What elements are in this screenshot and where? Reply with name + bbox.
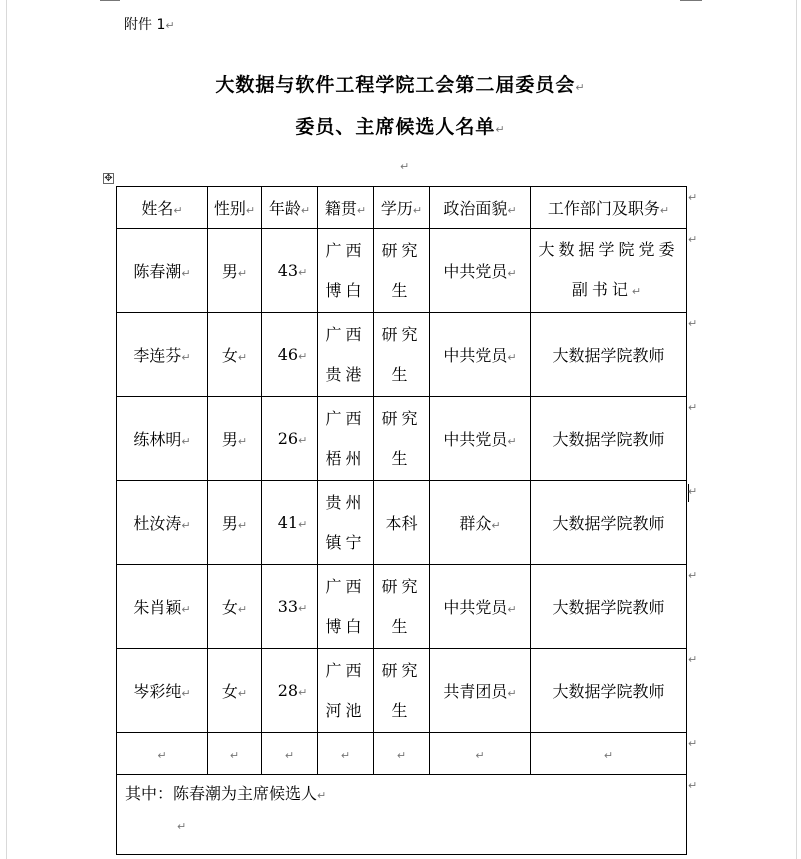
cell-name: 李连芬↵ [117,313,208,397]
note-cell: 其中：陈春潮为主席候选人↵ ↵ [117,775,687,855]
table-row-empty [117,733,687,775]
table-row [117,481,687,565]
row-end-mark: ↵ [688,652,698,666]
cell-job: 大数据学院党委 副书记↵ [531,229,687,313]
cell-gender: 男↵ [208,481,262,565]
table-row [117,397,687,481]
cell-political: 共青团员↵ [430,649,531,733]
table-note-row [117,775,687,855]
column-header: 年龄↵ [262,187,318,229]
cell-age: 46↵ [262,313,318,397]
row-end-mark: ↵ [688,736,698,750]
row-end-mark: ↵ [688,400,698,414]
cell-origin: 贵州 镇宁 [318,481,374,565]
cell-origin: 广西 梧州 [318,397,374,481]
column-header: 性别↵ [208,187,262,229]
table-move-handle-icon[interactable]: ✥ [104,173,113,184]
column-header: 工作部门及职务↵ [531,187,687,229]
empty-cell: ↵ [117,733,208,775]
cell-origin: 广西 贵港 [318,313,374,397]
column-header: 姓名↵ [117,187,208,229]
cell-gender: 女↵ [208,649,262,733]
cell-name: 陈春潮↵ [117,229,208,313]
row-end-mark: ↵ [688,316,698,330]
chair-candidate-note: 其中：陈春潮为主席候选人 [125,784,318,803]
crop-mark-right [680,0,702,1]
cell-political: 中共党员↵ [430,565,531,649]
cell-education: 研究 生 [374,229,430,313]
crop-mark-left [100,0,120,1]
document-title-line2: 委员、主席候选人名单↵ [295,116,506,138]
table-row [117,565,687,649]
cell-political: 群众↵ [430,481,531,565]
cell-political: 中共党员↵ [430,229,531,313]
candidate-table [116,186,687,855]
column-header: 政治面貌↵ [430,187,531,229]
row-end-mark: ↵ [688,484,698,498]
cell-origin: 广西 博白 [318,229,374,313]
cell-education: 研究 生 [374,313,430,397]
cell-age: 43↵ [262,229,318,313]
cell-gender: 男↵ [208,229,262,313]
cell-age: 41↵ [262,481,318,565]
cell-job: 大数据学院教师 [531,565,687,649]
empty-cell: ↵ [318,733,374,775]
table-row [117,649,687,733]
cell-name: 岑彩纯↵ [117,649,208,733]
cell-age: 26↵ [262,397,318,481]
empty-cell: ↵ [374,733,430,775]
cell-education: 研究 生 [374,565,430,649]
table-header-row [117,187,687,229]
row-end-mark: ↵ [688,778,698,792]
cell-education: 研究 生 [374,397,430,481]
row-end-mark: ↵ [688,232,698,246]
cell-political: 中共党员↵ [430,397,531,481]
document-title-line1: 大数据与软件工程学院工会第二届委员会↵ [215,74,586,96]
cell-origin: 广西 博白 [318,565,374,649]
attachment-label: 附件 1↵ [124,17,175,33]
cell-education: 本科 [374,481,430,565]
empty-cell: ↵ [430,733,531,775]
cell-age: 33↵ [262,565,318,649]
cell-job: 大数据学院教师 [531,649,687,733]
cell-job: 大数据学院教师 [531,397,687,481]
cell-name: 杜汝涛↵ [117,481,208,565]
cell-age: 28↵ [262,649,318,733]
column-header: 籍贯↵ [318,187,374,229]
cell-gender: 女↵ [208,313,262,397]
cell-name: 朱肖颖↵ [117,565,208,649]
column-header: 学历↵ [374,187,430,229]
cell-gender: 男↵ [208,397,262,481]
cell-gender: 女↵ [208,565,262,649]
row-end-mark: ↵ [688,190,698,204]
cell-job: 大数据学院教师 [531,313,687,397]
cell-political: 中共党员↵ [430,313,531,397]
row-end-mark: ↵ [688,568,698,582]
empty-cell: ↵ [531,733,687,775]
table-row [117,229,687,313]
cell-education: 研究 生 [374,649,430,733]
paragraph-mark: ↵ [400,160,410,173]
table-row [117,313,687,397]
cell-job: 大数据学院教师 [531,481,687,565]
empty-cell: ↵ [262,733,318,775]
cell-origin: 广西 河池 [318,649,374,733]
cell-name: 练林明↵ [117,397,208,481]
empty-cell: ↵ [208,733,262,775]
